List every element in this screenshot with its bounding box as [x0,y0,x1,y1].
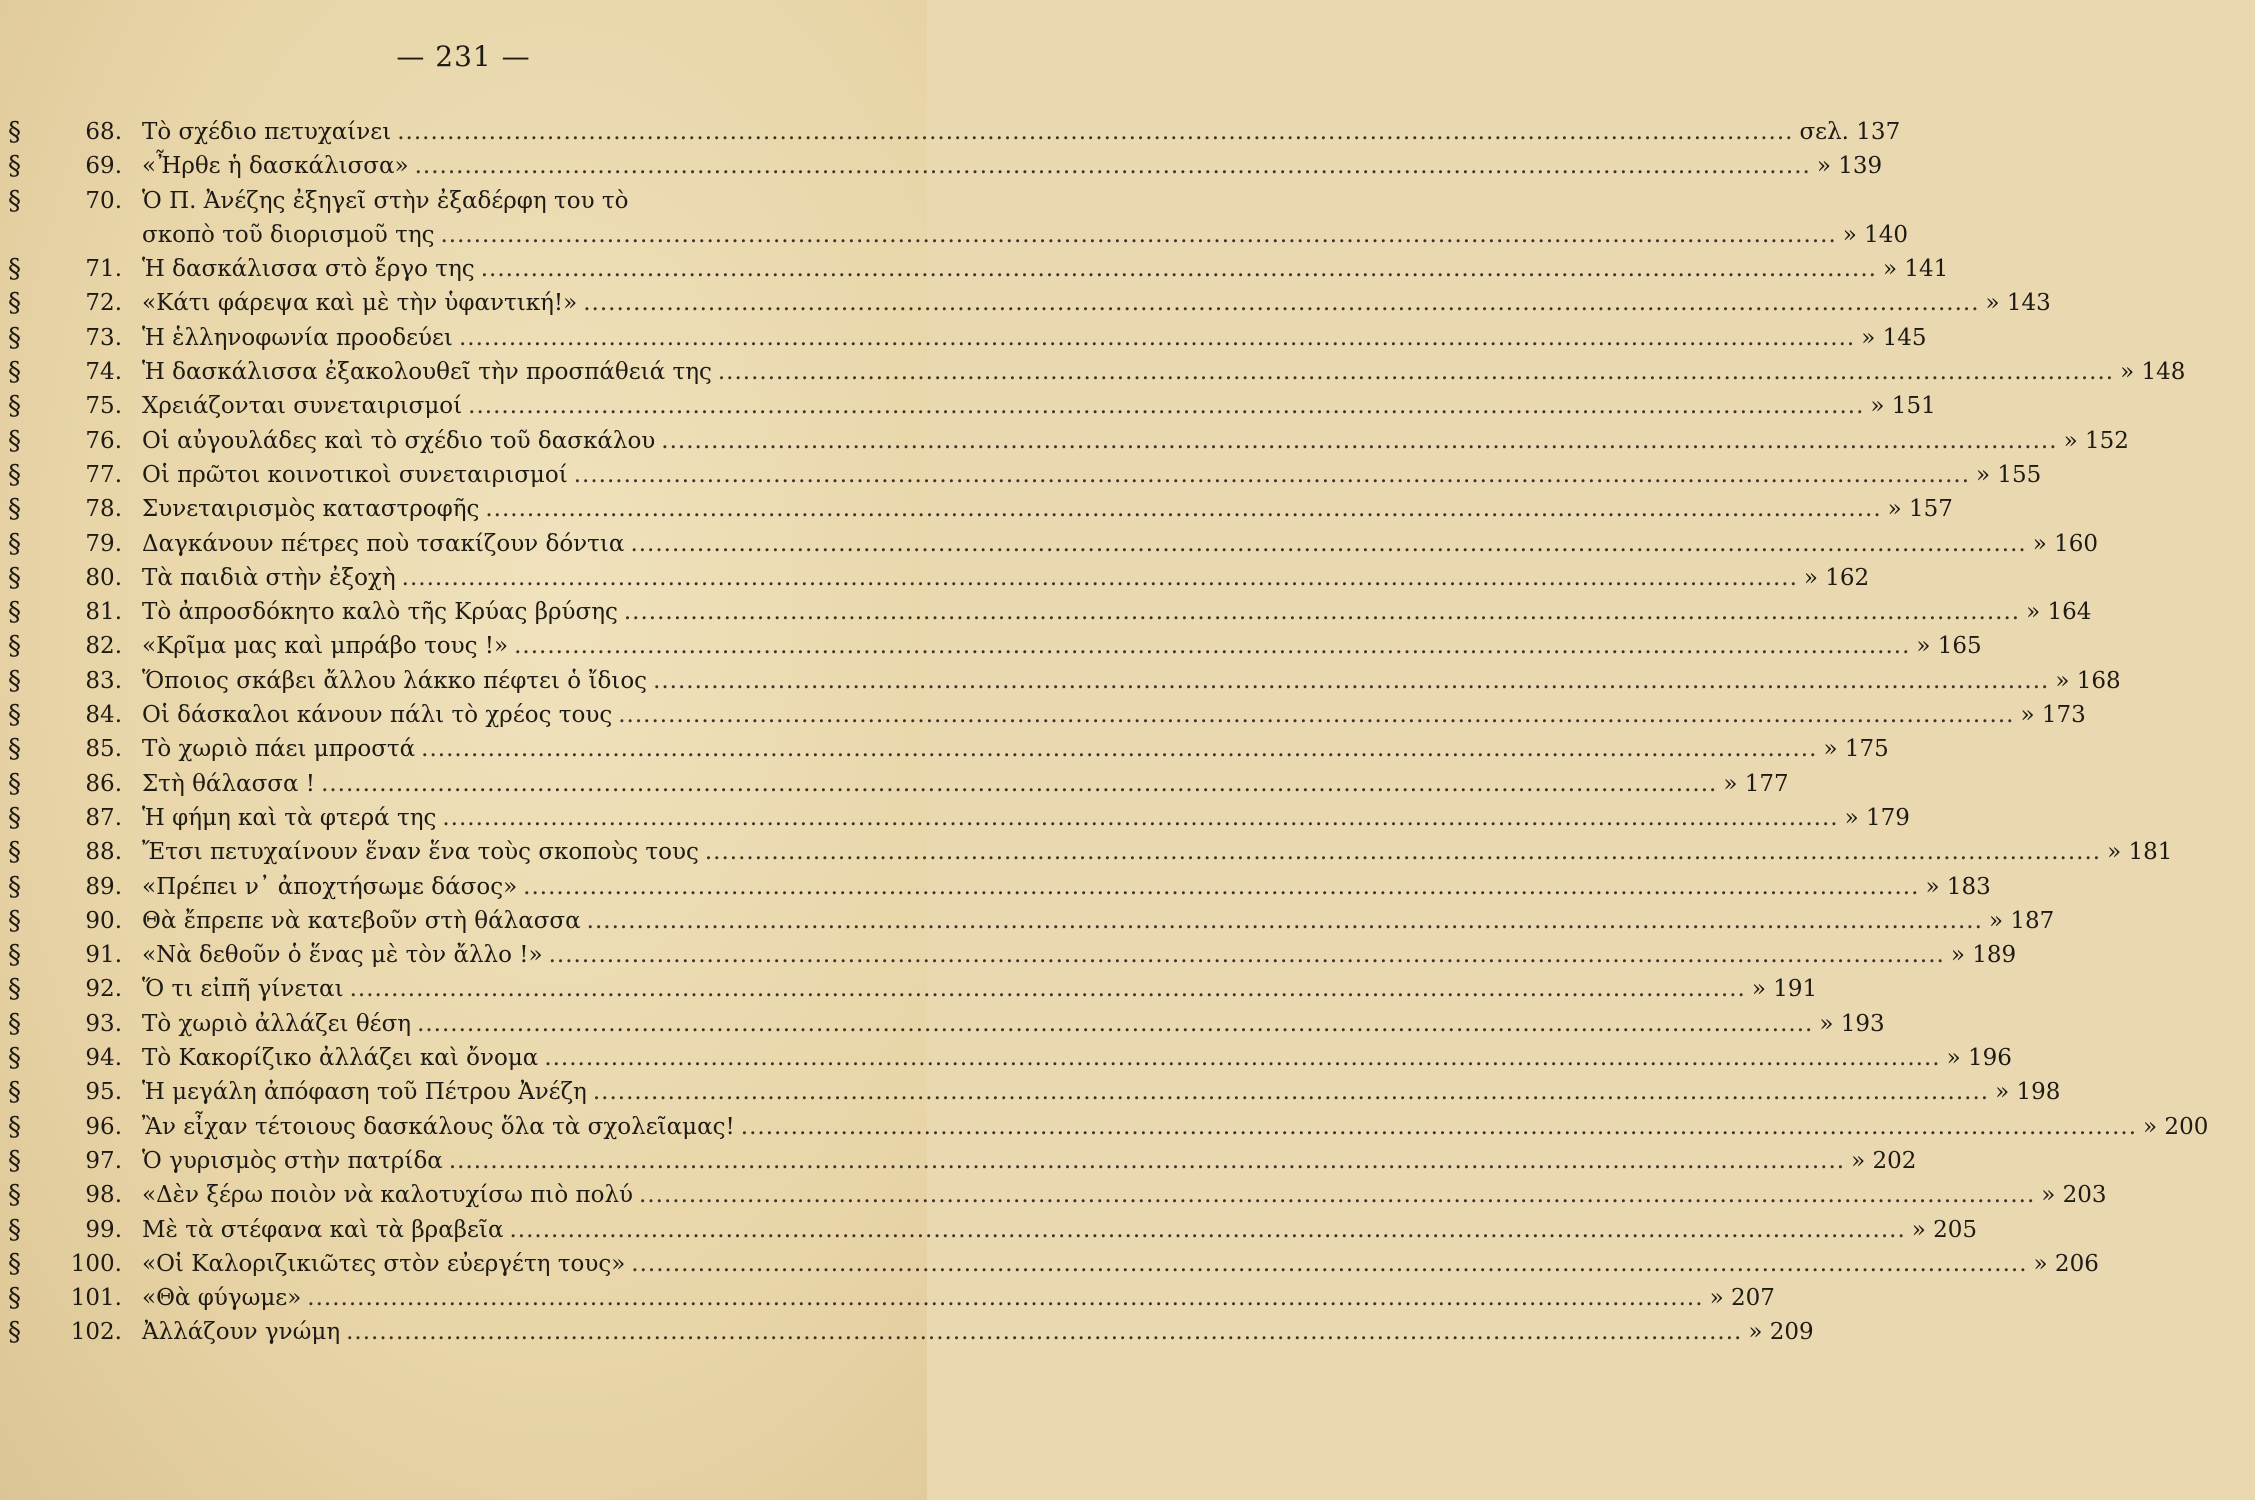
entry-title-block [128,424,2176,458]
toc-entry [8,801,1910,835]
entry-title: Ἔτσι πετυχαίνουν ἕναν ἕνα τοὺς σκοποὺς τους [142,839,699,866]
dot-leader [705,835,2101,869]
entry-title: Μὲ τὰ στέφανα καὶ τὰ βραβεῖα [142,1216,504,1243]
page-reference: » 191 [1751,976,1818,1003]
page-reference: » 202 [1851,1147,1917,1174]
toc-entry [8,424,2129,458]
dot-leader [442,801,1838,835]
entry-title: Ὅποιος σκάβει ἄλλου λάκκο πέφτει ὁ ἴδιος [142,667,648,694]
entry-title-block [128,698,2133,732]
dot-leader [618,698,2014,732]
section-number: 80. [85,564,122,591]
dot-leader [449,1144,1845,1178]
page-reference: » 165 [1916,633,1982,660]
entry-line [142,1144,1963,1178]
entry-title: Θὰ ἔπρεπε νὰ κατεβοῦν στὴ θάλασσα [142,907,581,934]
section-number: 83. [85,667,122,694]
entry-line [142,972,1864,1006]
section-symbol: § [8,1248,21,1279]
section-number: 76. [85,427,122,454]
entry-title-block [128,664,2167,698]
dot-leader [593,1075,1989,1109]
section-symbol: § [8,459,21,490]
toc-entry [8,698,2086,732]
section-symbol: § [8,837,21,868]
entry-title-block [128,1247,2146,1281]
dot-leader [630,527,2026,561]
section-number: 72. [85,290,122,317]
entry-line [142,321,1973,355]
entry-title-block [128,732,1935,766]
dot-leader [549,938,1945,972]
dot-leader [468,389,1864,423]
section-number: 70. [85,187,122,214]
section-symbol: § [8,1145,21,1176]
entry-title-block [128,1213,2024,1247]
toc-entry [8,629,1982,663]
section-symbol: § [8,494,21,525]
section-number: 87. [85,804,122,831]
toc-entry [8,1315,1814,1349]
table-of-contents [8,115,2209,1350]
section-number: 92. [85,976,122,1003]
entry-line [142,1075,2107,1109]
entry-line [142,1041,2059,1075]
entry-title: Ἡ μεγάλη ἀπόφαση τοῦ Πέτρου Ἀνέζη [142,1079,587,1106]
entry-title-block [128,1075,2107,1109]
entry-title: Τὸ ἀπροσδόκητο καλὸ τῆς Κρύας βρύσης [142,599,618,626]
page-reference: » 168 [2055,667,2121,694]
entry-title-block [128,286,2098,320]
toc-entry [8,938,2017,972]
toc-entry [8,595,2092,629]
page-reference: » 173 [2020,702,2086,729]
entry-line [142,458,2088,492]
dot-leader [485,492,1881,526]
section-symbol: § [8,734,21,765]
toc-entry [8,664,2121,698]
section-symbol: § [8,871,21,902]
entry-title-block [128,904,2101,938]
entry-title-block [128,629,2028,663]
section-number: 68. [85,119,122,145]
page-reference: » 179 [1844,804,1910,831]
section-number: 71. [85,256,122,283]
section-symbol: § [8,1077,21,1108]
toc-entry [8,184,1909,253]
section-number: 96. [85,1113,122,1140]
section-number: 101. [70,1285,122,1312]
section-number: 85. [85,736,122,763]
page-reference: » 177 [1723,770,1789,797]
entry-title-block [128,1041,2059,1075]
toc-entry [8,286,2051,320]
page-reference: » 207 [1709,1285,1775,1312]
dot-leader [417,1007,1813,1041]
dot-leader [397,115,1793,149]
entry-line [142,252,1995,286]
entry-title-block [128,149,1929,183]
section-number: 93. [85,1010,122,1037]
entry-line [142,1213,2024,1247]
entry-title-block [128,595,2138,629]
section-number: 97. [85,1147,122,1174]
section-symbol: § [8,1214,21,1245]
entry-line [142,1247,2146,1281]
page-reference: » 203 [2041,1182,2107,1209]
toc-entry [8,561,1870,595]
toc-entry [8,458,2042,492]
entry-title: «Ἦρθε ἡ δασκάλισσα» [142,153,409,180]
page-reference: » 200 [2143,1113,2209,1140]
section-number: 86. [85,770,122,797]
section-symbol: § [8,665,21,696]
dot-leader [350,972,1746,1006]
page-reference: » 157 [1887,496,1953,523]
page-reference: » 175 [1823,736,1889,763]
toc-entry [8,355,2186,389]
page-reference: σελ. 137 [1799,119,1901,145]
entry-title: Οἱ πρῶτοι κοινοτικοὶ συνεταιρισμοί [142,461,568,488]
dot-leader [544,1041,1940,1075]
toc-entry [8,972,1818,1006]
page-number-header: — 231 — [396,40,531,73]
entry-title-block [128,355,2232,389]
page-reference: » 162 [1803,564,1870,591]
entry-title: Τὸ χωριὸ πάει μπροστά [142,736,416,763]
dot-leader [421,732,1817,766]
toc-entry [8,870,1991,904]
page-reference: » 209 [1748,1319,1814,1346]
section-symbol: § [8,322,21,353]
section-number: 88. [85,839,122,866]
entry-title: Ὁ γυρισμὸς στὴν πατρίδα [142,1147,443,1174]
dot-leader [346,1315,1742,1349]
entry-title: Δαγκάνουν πέτρες ποὺ τσακίζουν δόντια [142,530,625,557]
entry-title-block [128,767,1835,801]
entry-line [142,389,1982,423]
section-number: 99. [85,1216,122,1243]
section-symbol: § [8,802,21,833]
entry-title-block [128,115,1911,149]
entry-line [142,595,2138,629]
dot-leader [523,870,1919,904]
section-number: 89. [85,873,122,900]
entry-line [142,698,2133,732]
entry-line [142,355,2232,389]
section-symbol: § [8,151,21,182]
page-reference: » 189 [1950,942,2017,969]
entry-title-block [128,184,1955,253]
entry-title: Συνεταιρισμὸς καταστροφῆς [142,496,480,523]
page-reference: » 198 [1995,1079,2061,1106]
section-number: 75. [85,393,122,420]
entry-title-block [128,938,2063,972]
entry-title: Ἡ δασκάλισσα στὸ ἔργο της [142,256,475,283]
entry-title: «Κάτι φάρεψα καὶ μὲ τὴν ὑφαντική!» [142,290,578,317]
section-symbol: § [8,597,21,628]
toc-entry [8,1144,1917,1178]
entry-title-block [128,1281,1822,1315]
entry-title-block [128,252,1995,286]
section-number: 98. [85,1182,122,1209]
entry-title: «Κρῖμα μας καὶ μπράβο τους !» [142,633,509,660]
toc-entry [8,1213,1978,1247]
entry-line [142,561,1916,595]
entry-title: Ἂν εἶχαν τέτοιους δασκάλους ὅλα τὰ σχολεῖαμας! [142,1113,735,1140]
entry-line [142,1281,1822,1315]
entry-line [142,184,1955,218]
toc-entry [8,321,1927,355]
entry-line [142,492,2000,526]
entry-title-block [128,1144,1963,1178]
toc-entry [8,1007,1885,1041]
entry-line [142,1110,2255,1144]
entry-title: «Οἱ Καλοριζικιῶτες στὸν εὐεργέτη τους» [142,1250,626,1277]
entry-title: Τὸ σχέδιο πετυχαίνει [142,119,392,145]
toc-entry [8,1075,2061,1109]
entry-title-block [128,1007,1931,1041]
section-number: 69. [85,153,122,180]
entry-title-block [128,1178,2153,1212]
toc-entry [8,767,1789,801]
toc-entry [8,1247,2099,1281]
entry-title-block [128,492,2000,526]
entry-title: Τὸ χωριὸ ἀλλάζει θέση [142,1010,412,1037]
dot-leader [718,355,2114,389]
entry-title: Οἱ αὐγουλάδες καὶ τὸ σχέδιο τοῦ δασκάλου [142,427,656,454]
section-symbol: § [8,1043,21,1074]
toc-entry [8,1110,2209,1144]
entry-title: Τὸ Κακορίζικο ἀλλάζει καὶ ὄνομα [142,1045,539,1072]
entry-line [142,664,2167,698]
entry-line [142,767,1835,801]
entry-title: σκοπὸ τοῦ διορισμοῦ της [142,221,435,248]
dot-leader [741,1110,2137,1144]
entry-title: «Νὰ δεθοῦν ὁ ἕνας μὲ τὸν ἄλλο !» [142,942,543,969]
section-number: 82. [85,633,122,660]
page-reference: » 181 [2107,839,2173,866]
entry-line [142,115,1911,149]
entry-line [142,286,2098,320]
section-symbol: § [8,117,21,147]
dot-leader [402,561,1798,595]
entry-line [142,218,1955,252]
dot-leader [639,1178,2035,1212]
page-reference: » 164 [2026,599,2092,626]
entry-title: «Πρέπει ν᾽ ἀποχτήσωμε δάσος» [142,873,518,900]
toc-entry [8,732,1889,766]
entry-line [142,732,1935,766]
entry-title: Χρειάζονται συνεταιρισμοί [142,393,463,420]
page-reference: » 143 [1985,290,2051,317]
entry-title-block [128,1110,2255,1144]
entry-title-block [128,561,1916,595]
section-number: 94. [85,1045,122,1072]
entry-title: Στὴ θάλασσα ! [142,770,316,797]
entry-title: Οἱ δάσκαλοι κάνουν πάλι τὸ χρέος τους [142,702,613,729]
dot-leader [514,629,1910,663]
page-reference: » 187 [1988,907,2055,934]
dot-leader [653,664,2049,698]
toc-entry [8,115,1901,149]
toc-entry [8,149,1883,183]
section-symbol: § [8,288,21,319]
entry-title-block [128,389,1982,423]
entry-title-block [128,527,2145,561]
entry-line [142,527,2145,561]
section-symbol: § [8,1111,21,1142]
entry-line [142,629,2028,663]
section-symbol: § [8,391,21,422]
dot-leader [415,149,1811,183]
page-reference: » 151 [1870,393,1936,420]
page-reference: » 205 [1911,1216,1978,1243]
entry-line [142,149,1929,183]
section-symbol: § [8,940,21,971]
section-number: 100. [70,1250,122,1277]
section-number: 84. [85,702,122,729]
entry-line [142,1315,1860,1349]
section-number: 79. [85,530,122,557]
entry-title-block [128,321,1973,355]
entry-title: «Θὰ φύγωμε» [142,1285,302,1312]
entry-title-block [128,835,2219,869]
section-symbol: § [8,185,21,216]
dot-leader [459,321,1855,355]
entry-title: Ὁ Π. Ἀνέζης ἐξηγεῖ στὴν ἐξαδέρφη του τὸ [142,187,629,214]
entry-title: Τὰ παιδιὰ στὴν ἐξοχὴ [142,564,396,591]
section-symbol: § [8,1008,21,1039]
entry-line [142,904,2101,938]
page-reference: » 160 [2032,530,2098,557]
section-symbol: § [8,254,21,285]
section-number: 81. [85,599,122,626]
dot-leader [661,424,2057,458]
toc-entry [8,1178,2107,1212]
entry-line [142,938,2063,972]
section-number: 77. [85,461,122,488]
dot-leader [587,904,1983,938]
entry-title-block [128,801,1957,835]
dot-leader [321,767,1717,801]
entry-title-block [128,870,2037,904]
page-reference: » 148 [2120,359,2186,386]
entry-title: Ἀλλάζουν γνώμη [142,1319,341,1346]
entry-title: Ἡ ἑλληνοφωνία προοδεύει [142,324,453,351]
entry-title: Ὅ τι εἰπῆ γίνεται [142,976,344,1003]
section-symbol: § [8,974,21,1005]
page-reference: » 145 [1861,324,1927,351]
entry-title: Ἡ δασκάλισσα ἐξακολουθεῖ τὴν προσπάθειά της [142,359,712,386]
dot-leader [574,458,1970,492]
section-symbol: § [8,528,21,559]
section-number: 73. [85,324,122,351]
page-reference: » 152 [2063,427,2129,454]
section-symbol: § [8,357,21,388]
section-symbol: § [8,631,21,662]
page-reference: » 155 [1976,461,2042,488]
section-number: 95. [85,1079,122,1106]
page-reference: » 141 [1882,256,1949,283]
page-reference: » 193 [1819,1010,1885,1037]
entry-title-block [128,1315,1860,1349]
dot-leader [631,1247,2027,1281]
entry-line [142,1007,1931,1041]
entry-line [142,835,2219,869]
page-reference: » 183 [1925,873,1991,900]
section-symbol: § [8,425,21,456]
entry-title: «Δὲν ξέρω ποιὸν νὰ καλοτυχίσω πιὸ πολύ [142,1182,634,1209]
entry-line [142,1178,2153,1212]
entry-title-block [128,972,1864,1006]
toc-entry [8,1041,2012,1075]
entry-line [142,801,1957,835]
section-number: 102. [70,1319,122,1346]
dot-leader [583,286,1979,320]
section-symbol: § [8,1317,21,1348]
toc-entry [8,527,2098,561]
dot-leader [307,1281,1703,1315]
toc-entry [8,835,2173,869]
section-symbol: § [8,905,21,936]
dot-leader [624,595,2020,629]
page-reference: » 139 [1816,153,1883,180]
toc-entry [8,904,2055,938]
section-number: 78. [85,496,122,523]
section-number: 91. [85,942,122,969]
entry-line [142,870,2037,904]
section-number: 90. [85,907,122,934]
toc-entry [8,252,1949,286]
entry-title: Ἡ φήμη καὶ τὰ φτερά της [142,804,437,831]
dot-leader [441,218,1837,252]
dot-leader [481,252,1877,286]
page-reference: » 206 [2033,1250,2099,1277]
section-symbol: § [8,700,21,731]
page-reference: » 196 [1946,1045,2012,1072]
section-symbol: § [8,1180,21,1211]
section-number: 74. [85,359,122,386]
toc-entry [8,389,1936,423]
entry-line [142,424,2176,458]
toc-entry [8,1281,1775,1315]
section-symbol: § [8,1283,21,1314]
section-symbol: § [8,562,21,593]
toc-entry [8,492,1953,526]
section-symbol: § [8,768,21,799]
entry-title-block [128,458,2088,492]
dot-leader [510,1213,1906,1247]
page-reference: » 140 [1842,221,1909,248]
